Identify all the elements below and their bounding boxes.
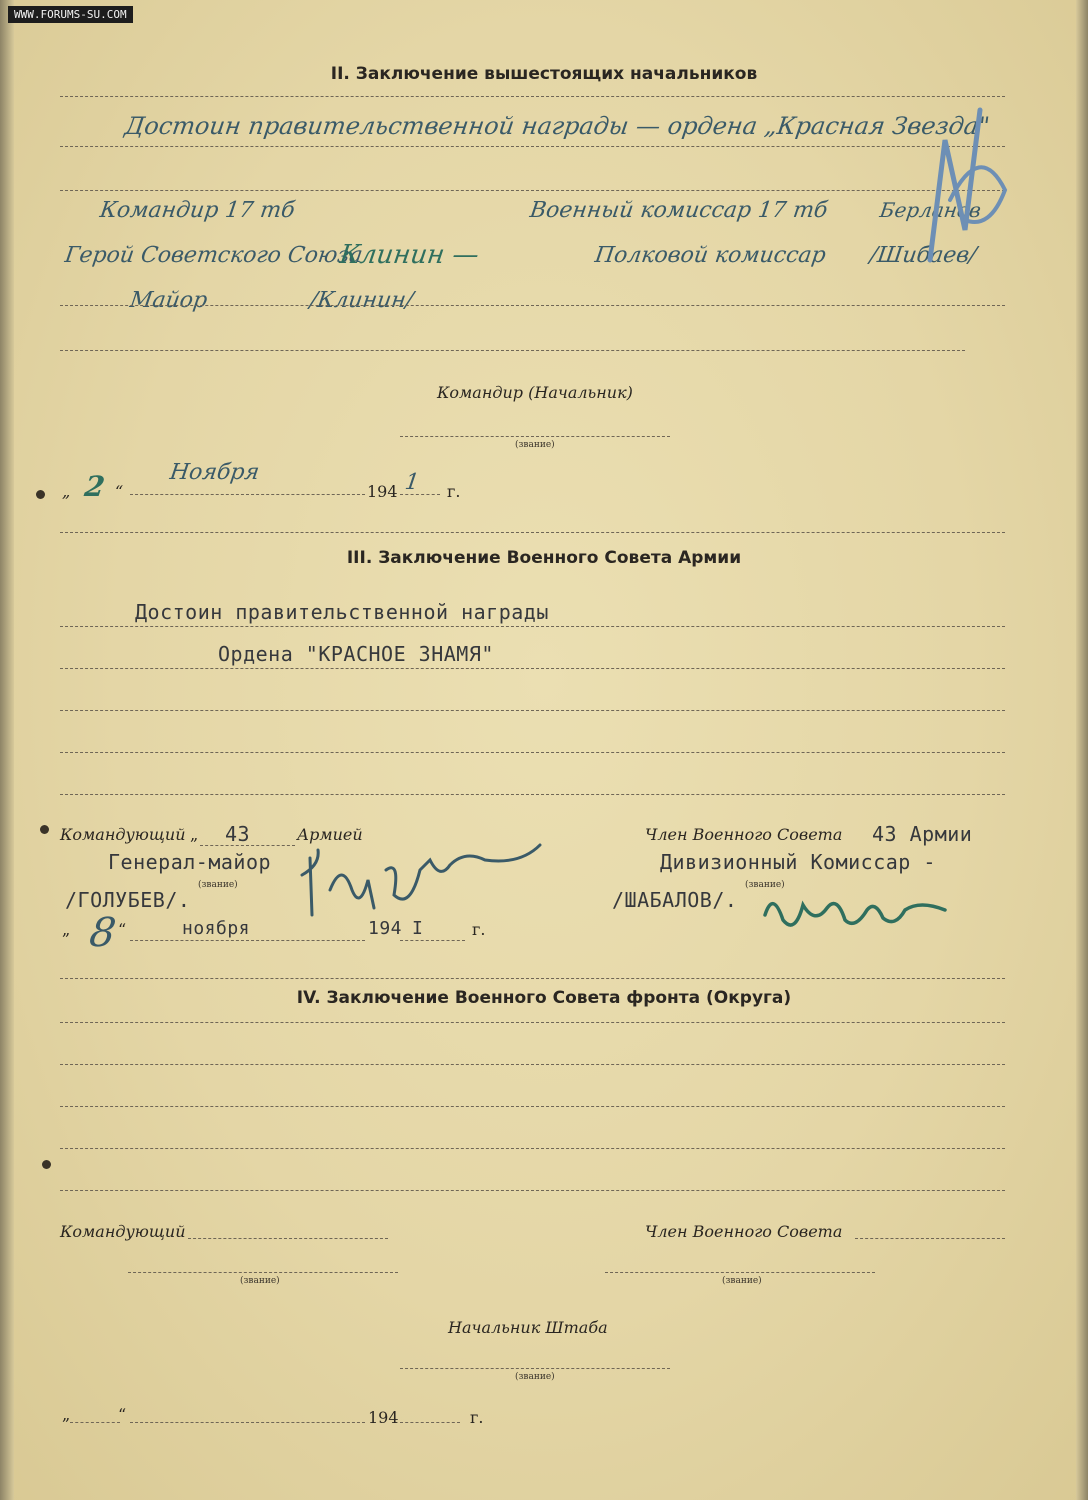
left-signer-rank: Майор (128, 288, 209, 313)
section-2-heading: II. Заключение вышестоящих начальников (330, 64, 758, 84)
form-rule (188, 1238, 388, 1239)
section-4-heading: IV. Заключение Военного Совета фронта (Округа) (296, 988, 792, 1008)
form-rule (60, 146, 1005, 147)
section-3-commander-rank: Генерал-майор (108, 850, 272, 874)
form-rule (60, 1148, 1005, 1149)
quote-mark: „ (190, 825, 199, 844)
left-signer-role-1: Командир 17 тб (98, 198, 297, 223)
site-watermark: WWW.FORUMS-SU.COM (8, 6, 133, 23)
form-rule (130, 494, 365, 495)
section-3-year-suffix: I (412, 918, 424, 939)
paper-edge-left (0, 0, 14, 1500)
date-open-quote: „ (62, 482, 71, 501)
section-3-line-2: Ордена "КРАСНОЕ ЗНАМЯ" (218, 642, 494, 666)
date-close-quote: “ (118, 1405, 127, 1424)
section-3-member-label: Член Военного Совета (645, 825, 843, 844)
left-signer-name: /Клинин/ (308, 288, 415, 313)
section-3-date-month: ноября (182, 918, 251, 939)
section-2-year-unit: г. (447, 482, 461, 501)
form-rule (855, 1238, 1005, 1239)
form-rule (60, 96, 1005, 97)
form-rule (60, 532, 1005, 533)
section-3-year-prefix: 194 (368, 918, 403, 939)
punch-hole (36, 490, 45, 499)
section-3-date-day: 8 (86, 910, 119, 956)
section-3-commander-label: Командующий (60, 825, 186, 844)
rank-caption: (звание) (722, 1276, 762, 1286)
section-3-member-army: 43 Армии (872, 822, 973, 846)
left-signer-role-2: Герой Советского Союза (63, 243, 365, 268)
date-close-quote: “ (115, 482, 124, 501)
form-rule (60, 710, 1005, 711)
form-rule (130, 1422, 365, 1423)
section-4-year-prefix: 194 (368, 1408, 399, 1427)
form-rule (128, 1272, 398, 1273)
paper-edge-right (1076, 0, 1088, 1500)
section-4-year-unit: г. (470, 1408, 484, 1427)
form-rule (400, 1368, 670, 1369)
punch-hole (40, 825, 49, 834)
section-3-heading: III. Заключение Военного Совета Армии (346, 548, 742, 568)
right-signer-role-1: Военный комиссар 17 тб (528, 198, 830, 223)
rank-caption: (звание) (745, 880, 785, 890)
right-signer-role-2: Полковой комиссар (593, 243, 828, 268)
form-rule (400, 494, 440, 495)
section-3-line-1: Достоин правительственной награды (135, 600, 549, 624)
form-rule (60, 1022, 1005, 1023)
section-3-member-name: /ШАБАЛОВ/. (612, 888, 738, 912)
section-3-commander-name: /ГОЛУБЕВ/. (65, 888, 191, 912)
section-2-year-suffix: 1 (403, 470, 421, 495)
commander-signature-icon (290, 820, 550, 920)
section-4-chief-label: Начальник Штаба (448, 1318, 608, 1337)
form-rule (605, 1272, 875, 1273)
pencil-annotation-icon (910, 80, 1020, 280)
form-rule (400, 1422, 460, 1423)
form-rule (60, 794, 1005, 795)
form-rule (130, 940, 365, 941)
form-rule (60, 305, 1005, 306)
form-rule (60, 668, 1005, 669)
right-signer-mark: Берланов (878, 198, 983, 222)
section-2-date-day: 2 (82, 470, 107, 503)
form-rule (60, 190, 1005, 191)
rank-caption: (звание) (515, 1372, 555, 1382)
form-rule (60, 1190, 1005, 1191)
form-rule (400, 940, 465, 941)
section-3-year-unit: г. (472, 920, 486, 939)
date-close-quote: “ (118, 920, 127, 939)
form-rule (60, 626, 1005, 627)
right-signer-name: /Шибаев/ (868, 243, 979, 268)
form-rule (60, 350, 965, 351)
form-rule (60, 1106, 1005, 1107)
form-rule (60, 752, 1005, 753)
section-2-year-prefix: 194 (367, 482, 398, 501)
section-3-army-label: Армией (297, 825, 363, 844)
form-rule (70, 1422, 120, 1423)
rank-caption: (звание) (198, 880, 238, 890)
section-2-date-month: Ноября (168, 460, 261, 485)
section-2-conclusion: Достоин правительственной награды — ордена „Красная Звезда" (123, 112, 992, 140)
punch-hole (42, 1160, 51, 1169)
section-4-member-label: Член Военного Совета (645, 1222, 843, 1241)
date-open-quote: „ (62, 1405, 71, 1424)
section-3-member-rank: Дивизионный Комиссар - (660, 850, 936, 874)
rank-caption: (звание) (240, 1276, 280, 1286)
member-signature-icon (755, 880, 955, 940)
left-signature: Клинин — (337, 240, 481, 270)
form-rule (60, 978, 1005, 979)
section-2-commander-label: Командир (Начальник) (437, 383, 633, 402)
section-4-commander-label: Командующий (60, 1222, 186, 1241)
form-rule (200, 845, 295, 846)
date-open-quote: „ (62, 920, 71, 939)
rank-caption: (звание) (515, 440, 555, 450)
form-rule (400, 436, 670, 437)
form-rule (60, 1064, 1005, 1065)
section-3-army-number: 43 (225, 822, 251, 846)
